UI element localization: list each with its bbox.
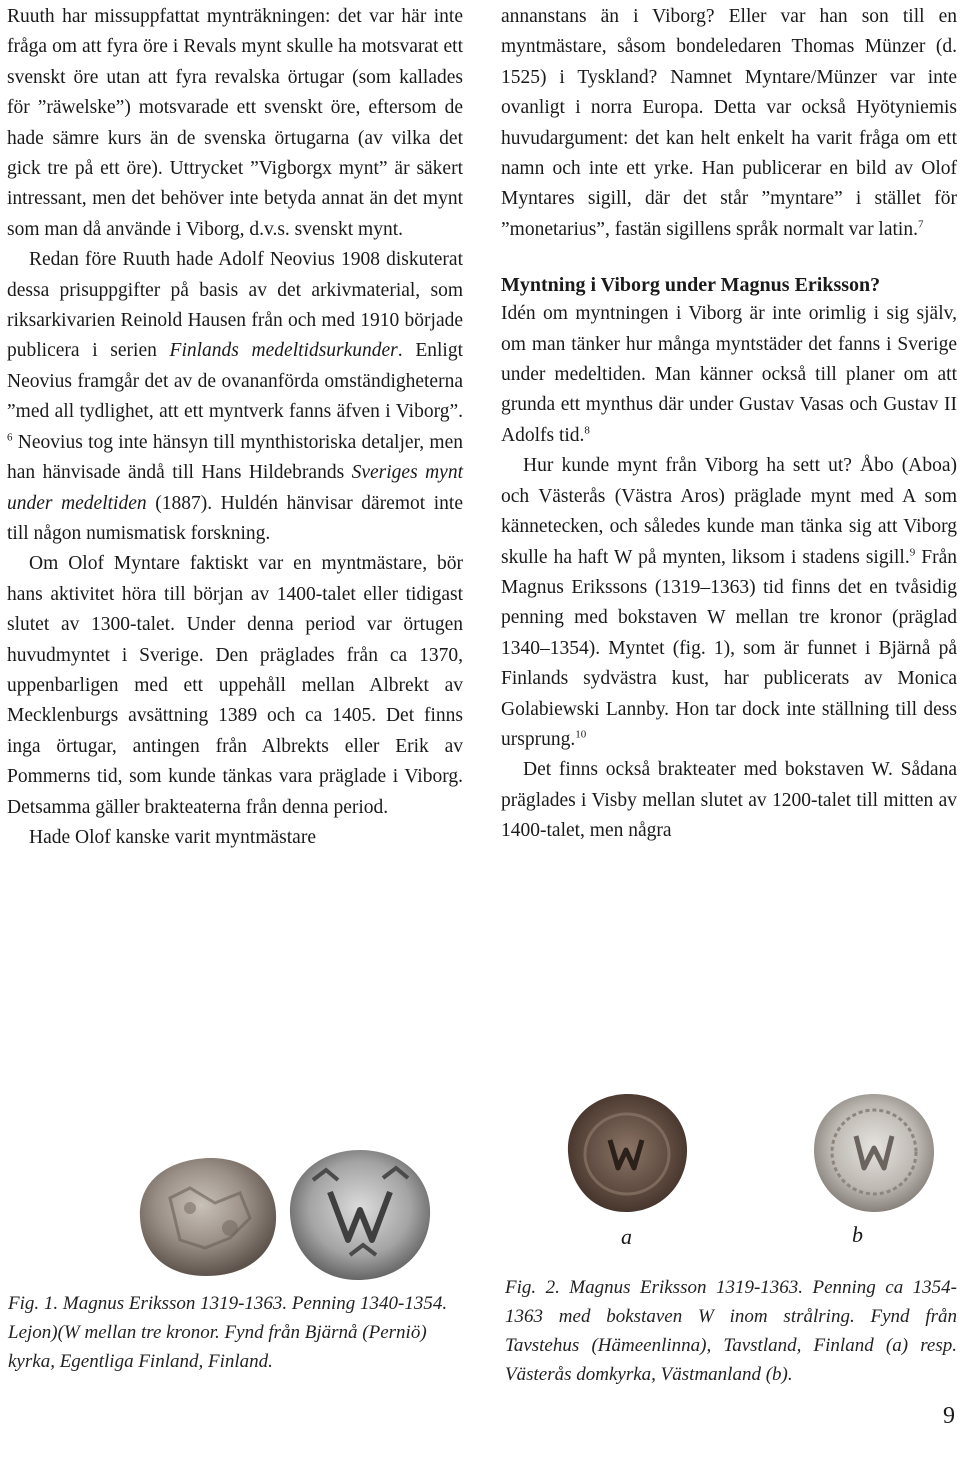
footnote-ref: 10 xyxy=(575,728,587,741)
paragraph: Om Olof Myntare faktiskt var en myntmästare, bör hans aktivitet höra till början av 1400-talet eller tidigast slutet av 1300-talet. Under denna period var örtugen huvudmyntet i Sverige. Den präglades från ca 1370, uppenbarligen med ett uppehåll mellan Albrekt av Mecklenburgs avsättning 1389 och ca 1405. Det finns inga örtugar, antingen från Albrekts eller Erik av Pommerns tid, som kunde tänkas vara präglade i Viborg. Detsamma gäller brakteaterna från denna period. xyxy=(7,553,463,818)
paragraph: Det finns också brakteater med bokstaven W. Sådana präglades i Visby mellan slutet av 1200-talet till mitten av 1400-talet, men några xyxy=(501,759,957,842)
fig2-coin-a-image xyxy=(560,1088,695,1218)
fig1-caption: Fig. 1. Magnus Eriksson 1319-1363. Penning 1340-1354. Lejon)(W mellan tre kronor. Fynd från Bjärnå (Perniö) kyrka, Egentliga Finland, Finland. xyxy=(8,1293,448,1372)
paragraph xyxy=(501,2,957,245)
section-heading: Myntning i Viborg under Magnus Eriksson? xyxy=(501,274,881,297)
page-number: 9 xyxy=(943,1403,955,1429)
footnote-ref: 6 xyxy=(7,431,13,444)
paragraph xyxy=(7,245,463,549)
text-run: Från Magnus Erikssons (1319–1363) tid finns det en tvåsidig penning med bokstaven W mellan tre kronor (präglad 1340–1354). Myntet (fig. 1), som är funnet i Bjärnå på Finlands sydvästra kust, har publicerats av Monica Golabiewski Lannby. Hon tar dock inte ställning till dess ursprung. xyxy=(501,546,957,750)
right-column xyxy=(501,2,957,847)
italic-title: Finlands medeltidsurkunder xyxy=(169,340,398,362)
text-run: Neovius tog inte hänsyn till mynthistoriska detaljer, men han hänvisade ändå till Hans Hildebrands xyxy=(7,431,463,484)
footnote-ref: 8 xyxy=(584,424,590,437)
text-run: Hur kunde mynt från Viborg ha sett ut? Åbo (Aboa) och Västerås (Västra Aros) präglade mynt med A som kännetecken, och således kunde man tänka sig att Viborg skulle ha haft W på mynten, liksom i stadens sigill. xyxy=(501,455,957,568)
text-run: Idén om myntningen i Viborg är inte orimlig i sig själv, om man tänker hur många myntstäder det fanns i Sverige under medeltiden. Man känner också till planer om att grunda ett mynthus där under Gustav Vasas och Gustav II Adolfs tid. xyxy=(501,303,957,446)
paragraph: Ruuth har missuppfattat mynträkningen: det var här inte fråga om att fyra öre i Revals mynt skulle ha motsvarat ett svenskt öre utan att fyra revalska örtugar (som kallades för ”räwelske”) motsvarade ett svenskt öre, eftersom de hade sämre kurs än de svenska örtugarna (av vilka det gick tre på ett öre). Uttrycket ”Vigborgx mynt” är säkert intressant, men det behöver inte betyda annat än det mynt som man då använde i Viborg, d.v.s. svenskt mynt. xyxy=(7,6,463,240)
footnote-ref: 7 xyxy=(917,218,924,231)
left-column xyxy=(7,2,463,853)
fig2-label-b: b xyxy=(852,1222,863,1247)
footnote-ref: 9 xyxy=(909,546,916,558)
fig2-caption: Fig. 2. Magnus Eriksson 1319-1363. Penning ca 1354-1363 med bokstaven W inom strålring. Fynd från Tavstehus (Hämeenlinna), Tavstland, Finland (a) resp. Västerås domkyrka, Västmanland (b). xyxy=(505,1277,957,1385)
italic-title: Sveriges mynt under medeltiden xyxy=(7,462,463,514)
text-run: Redan före Ruuth hade Adolf Neovius 1908 diskuterat dessa prisuppgifter på basis av det arkivmaterial, som riksarkivarien Reinold Hausen från och med 1910 började publicera i serien xyxy=(7,249,463,362)
paragraph: Hade Olof kanske varit myntmästare xyxy=(29,826,316,848)
fig1-coin-reverse-image xyxy=(268,1140,448,1288)
fig2-label-a: a xyxy=(621,1224,632,1249)
text-run: . Enligt Neovius framgår det av de ovananförda omständigheterna ”med all tydlighet, att ett myntverk fanns äfven i Viborg”. xyxy=(7,340,463,423)
text-run: annanstans än i Viborg? Eller var han son till en myntmästare, såsom bondeledaren Thomas Münzer (d. 1525) i Tyskland? Namnet Myntare/Münzer var inte ovanligt i norra Europa. Detta var också Hyötyniemis huvudargument: det kan helt enkelt ha varit fråga om ett namn och inte ett yrke. Han publicerar en bild av Olof Myntares sigill, där det står ”myntare” i stället för ”monetarius”, fastän sigillens språk normalt var latin. xyxy=(501,6,957,240)
paragraph xyxy=(501,299,957,451)
text-run: (1887). Huldén hänvisar däremot inte till någon numismatisk forskning. xyxy=(7,492,463,544)
fig2-coin-b-image xyxy=(808,1088,940,1218)
paragraph xyxy=(501,451,957,755)
fig1-coin-obverse-image xyxy=(120,1148,290,1284)
